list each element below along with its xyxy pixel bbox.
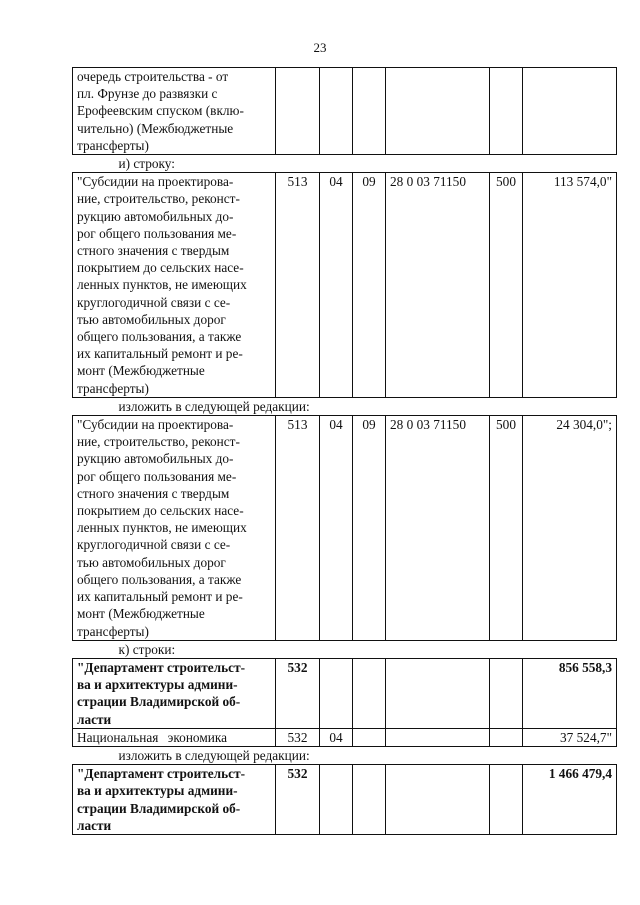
cell-rz bbox=[320, 68, 353, 155]
cell-vr bbox=[490, 68, 523, 155]
cell-cs: 28 0 03 71150 bbox=[386, 173, 490, 398]
cell-name: "Департамент строительст- ва и архитектуры админи- страции Владимирской об- ласти bbox=[73, 765, 276, 835]
cell-cs bbox=[386, 765, 490, 835]
cell-ved: 532 bbox=[276, 658, 320, 728]
budget-table bbox=[72, 67, 617, 835]
cell-ved bbox=[276, 68, 320, 155]
cell-rz: 04 bbox=[320, 173, 353, 398]
cell-vr bbox=[490, 658, 523, 728]
page-number: 23 bbox=[313, 40, 327, 55]
table-row-new-subsidy bbox=[73, 416, 617, 641]
table-row-old-economy bbox=[73, 728, 617, 746]
cell-vr bbox=[490, 728, 523, 746]
cell-rz: 04 bbox=[320, 728, 353, 746]
caption-text: изложить в следующей редакции: bbox=[118, 398, 310, 414]
cell-sum bbox=[523, 68, 617, 155]
cell-sum: 856 558,3 bbox=[523, 658, 617, 728]
cell-vr: 500 bbox=[490, 173, 523, 398]
cell-rz: 04 bbox=[320, 416, 353, 641]
cell-sum: 24 304,0"; bbox=[523, 416, 617, 641]
cell-pr: 09 bbox=[353, 173, 386, 398]
cell-ved: 513 bbox=[276, 416, 320, 641]
cell-name: очередь строительства - от пл. Фрунзе до развязки с Ерофеевским спуском (вклю- чительно) (Межбюджетные трансферты) bbox=[73, 68, 276, 155]
cell-ved: 513 bbox=[276, 173, 320, 398]
caption-text: к) строки: bbox=[118, 641, 176, 657]
cell-name: "Департамент строительст- ва и архитектуры админи- страции Владимирской об- ласти bbox=[73, 658, 276, 728]
caption-row bbox=[73, 155, 617, 173]
caption-text: изложить в следующей редакции: bbox=[118, 747, 310, 763]
cell-name: "Субсидии на проектирова- ние, строительство, реконст- рукцию автомобильных до- рог общего пользования ме- стного значения с твердым покрытием до сельских насе- ленных пунктов, не имеющих круглогодичной связи с се- тью автомобильных дорог общего пользования, а также их капитальный ремонт и ре- монт (Межбюджетные трансферты) bbox=[73, 416, 276, 641]
caption-row bbox=[73, 746, 617, 764]
caption-row bbox=[73, 397, 617, 415]
cell-vr: 500 bbox=[490, 416, 523, 641]
cell-cs bbox=[386, 658, 490, 728]
table-row-old-department bbox=[73, 658, 617, 728]
cell-name: Национальная экономика bbox=[73, 728, 276, 746]
cell-cs bbox=[386, 68, 490, 155]
cell-ved: 532 bbox=[276, 728, 320, 746]
caption-row bbox=[73, 640, 617, 658]
cell-pr bbox=[353, 658, 386, 728]
table-row-old-subsidy bbox=[73, 173, 617, 398]
cell-name: "Субсидии на проектирова- ние, строительство, реконст- рукцию автомобильных до- рог общего пользования ме- стного значения с твердым покрытием до сельских насе- ленных пунктов, не имеющих круглогодичной связи с се- тью автомобильных дорог общего пользования, а также их капитальный ремонт и ре- монт (Межбюджетные трансферты) bbox=[73, 173, 276, 398]
table-row-new-department bbox=[73, 765, 617, 835]
cell-pr bbox=[353, 68, 386, 155]
cell-pr bbox=[353, 728, 386, 746]
cell-sum: 1 466 479,4 bbox=[523, 765, 617, 835]
cell-pr bbox=[353, 765, 386, 835]
cell-sum: 113 574,0" bbox=[523, 173, 617, 398]
cell-cs bbox=[386, 728, 490, 746]
cell-rz bbox=[320, 658, 353, 728]
caption-text: и) строку: bbox=[118, 156, 175, 172]
cell-rz bbox=[320, 765, 353, 835]
cell-vr bbox=[490, 765, 523, 835]
cell-ved: 532 bbox=[276, 765, 320, 835]
cell-cs: 28 0 03 71150 bbox=[386, 416, 490, 641]
cell-sum: 37 524,7" bbox=[523, 728, 617, 746]
table-row-continuation bbox=[73, 68, 617, 155]
cell-pr: 09 bbox=[353, 416, 386, 641]
